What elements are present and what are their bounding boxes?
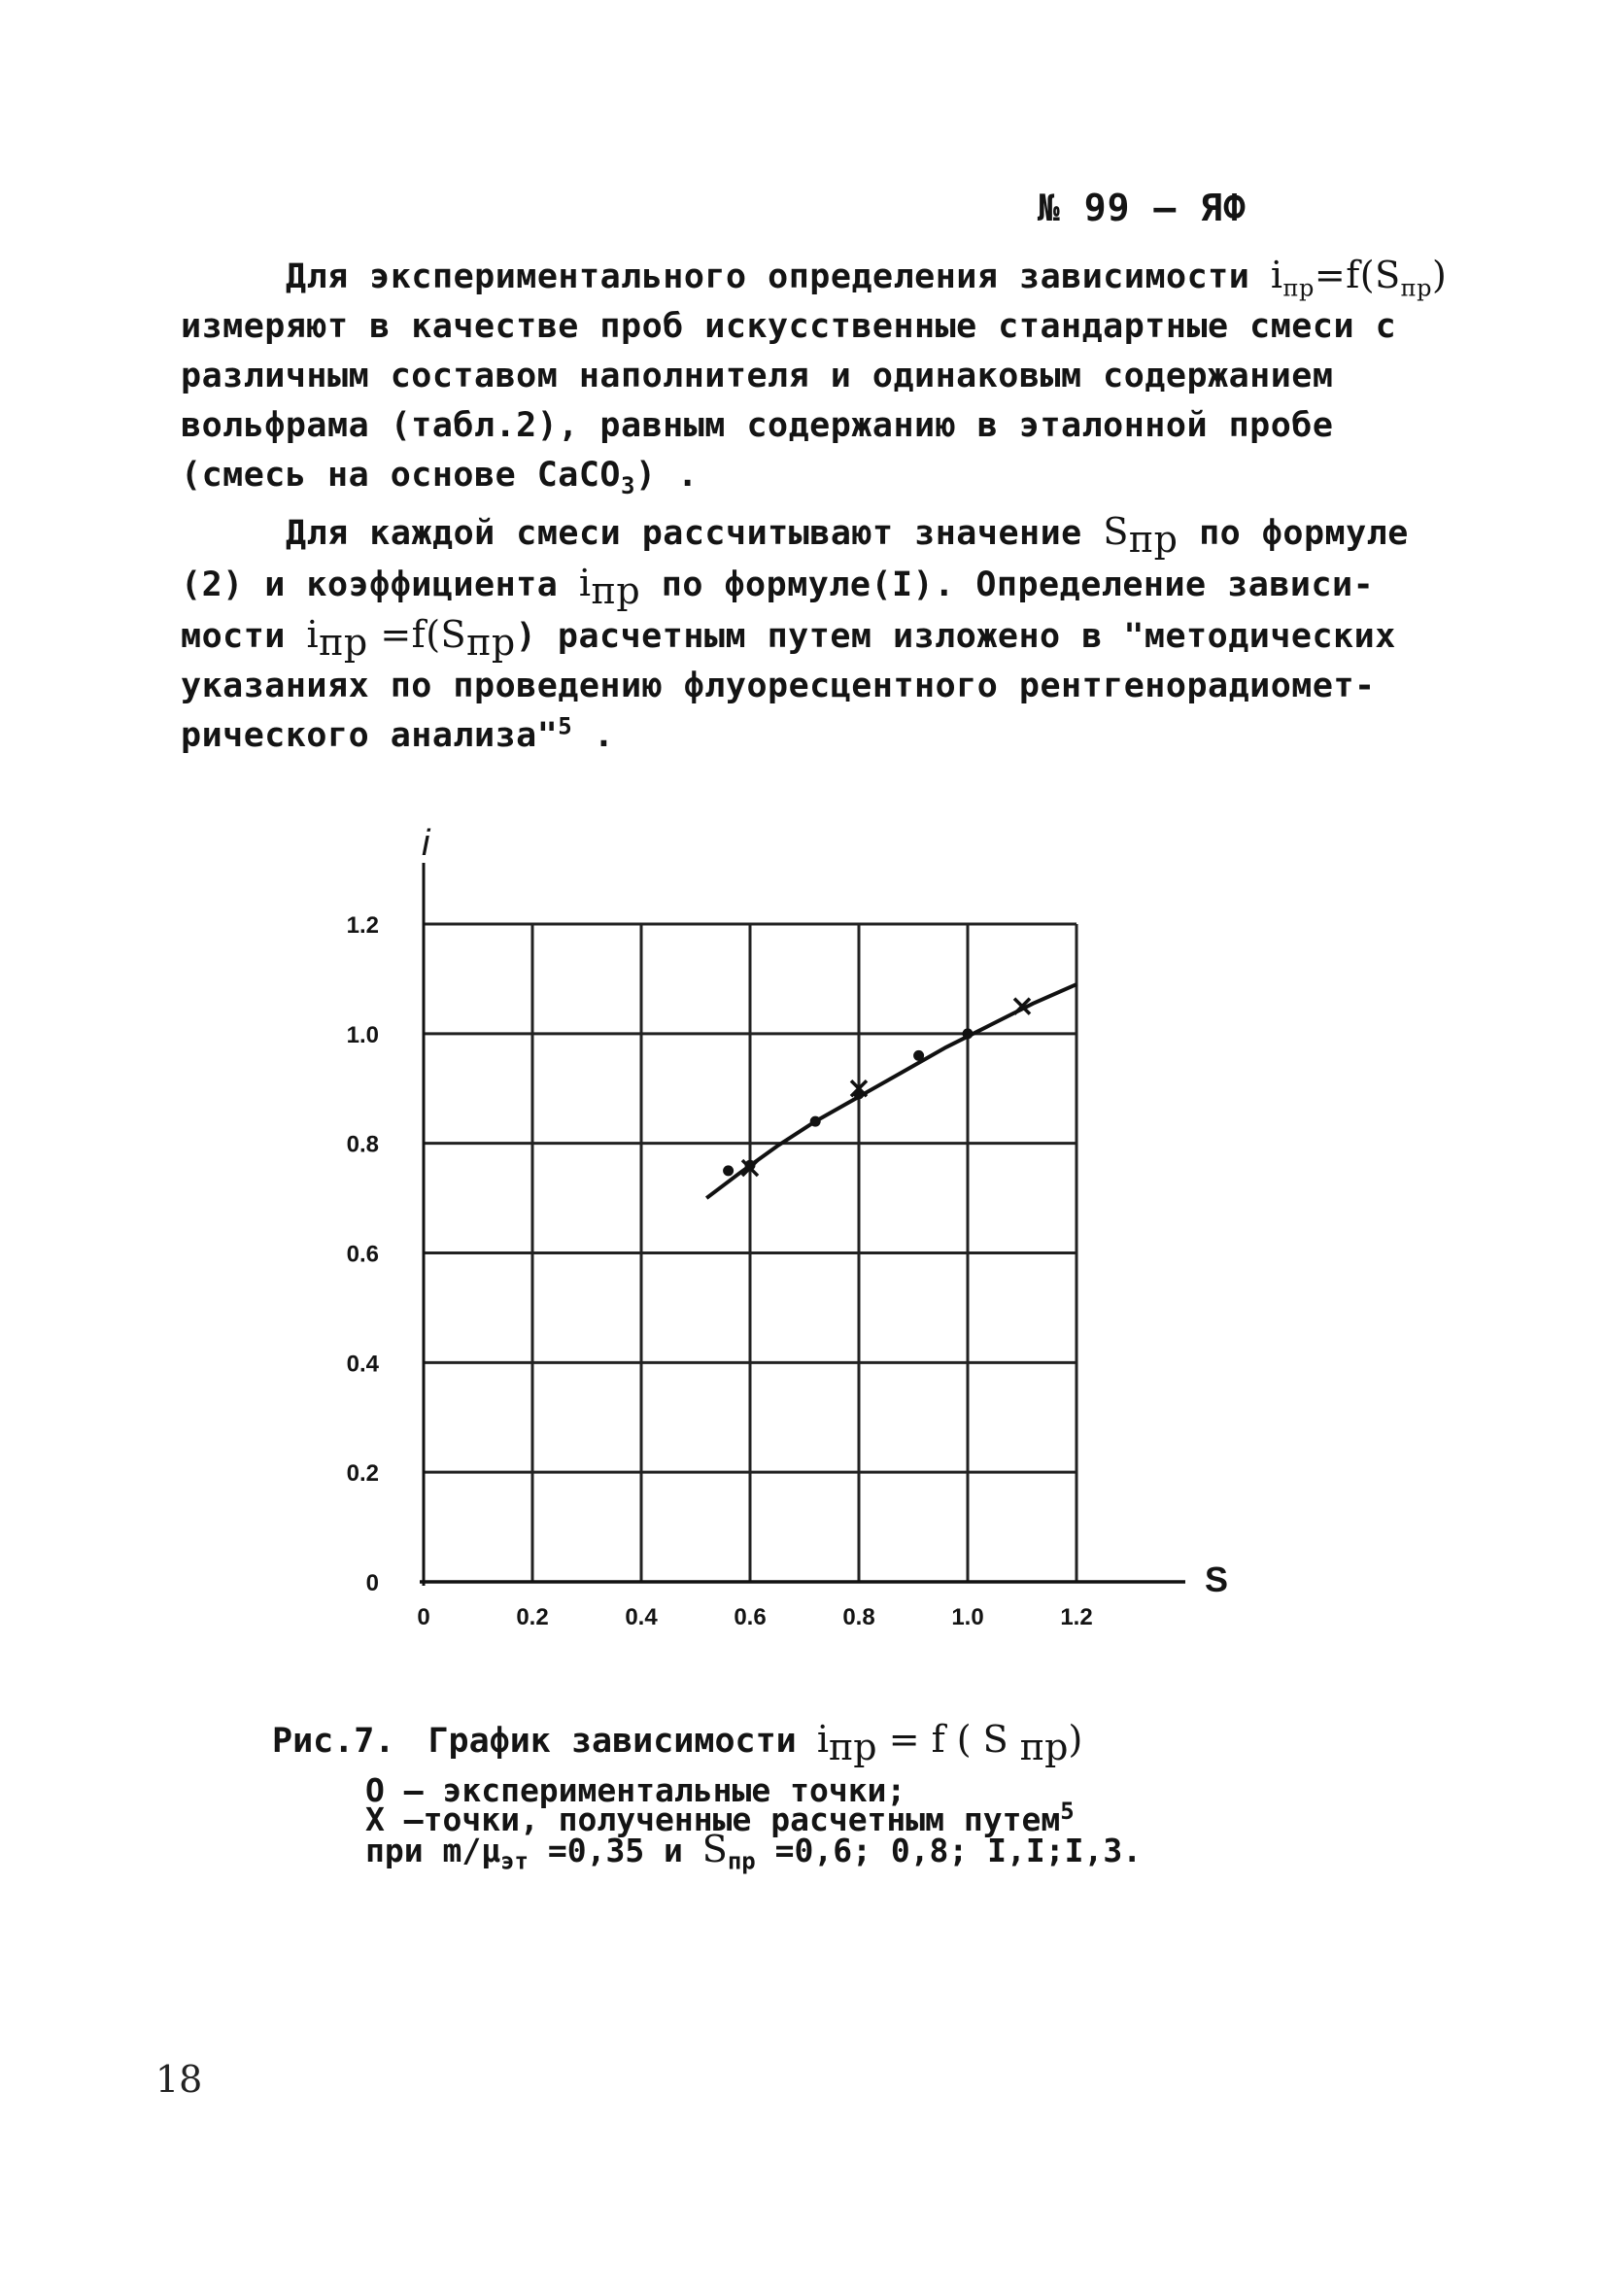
paragraph-1-line-4: вольфрама (табл.2), равным содержанию в эталонной пробе <box>181 406 1334 445</box>
x-tick-label: 0 <box>417 1604 430 1630</box>
x-tick-label: 0.4 <box>625 1604 658 1630</box>
paragraph-1-line-2: измеряют в качестве проб искусственные стандартные смеси с <box>181 307 1397 346</box>
chart-svg <box>321 816 1253 1671</box>
caption-legend-experimental: O – экспериментальные точки; <box>365 1771 906 1809</box>
x-tick-label: 0.8 <box>842 1604 875 1630</box>
experimental-point <box>810 1116 821 1127</box>
page-number: 18 <box>155 2058 203 2101</box>
chart <box>321 816 1253 1675</box>
y-tick-label: 0.6 <box>346 1241 379 1268</box>
y-tick-label: 1.2 <box>346 912 379 939</box>
paragraph-2-line-5: рического анализа"$^5$ . <box>181 712 615 755</box>
series <box>706 984 1076 1198</box>
paragraph-1-line-5: (смесь на основе CaCO$_3$) . <box>181 456 699 499</box>
paragraph-1 <box>181 251 1448 500</box>
document-number: № 99 – ЯФ <box>1038 187 1247 229</box>
paragraph-2-line-3: мости $i_{пр} =f(S_{пр})$ расчетным путем изложено в "методических <box>181 613 1396 664</box>
tick-labels <box>347 912 1093 1630</box>
experimental-point <box>963 1028 974 1039</box>
paragraph-1-line-3: различным составом наполнителя и одинаковым содержанием <box>181 357 1334 395</box>
y-tick-label: 0.4 <box>346 1351 379 1378</box>
figure-caption <box>272 1718 1438 1875</box>
y-axis-label: i <box>422 823 430 864</box>
paragraph-2-line-4: указаниях по проведению флуоресцентного рентгенорадиомет- <box>181 667 1376 705</box>
axes <box>420 863 1185 1586</box>
y-tick-label: 0 <box>365 1570 379 1596</box>
y-tick-label: 0.8 <box>346 1131 379 1158</box>
formula-i-pr: $i_{пр}=f(S_{пр})$ <box>1270 254 1448 302</box>
paragraph-1-line-1: Для экспериментального определения зависимости $i_{пр}=f(S_{пр})$ <box>286 254 1448 302</box>
paragraph-2 <box>181 507 1444 761</box>
caption-legend-params: при $m/\mu_{эт} =0,35$ и $S_{пр} =0,6$; 0,8; I,I;I,3. <box>365 1828 1143 1875</box>
grid <box>424 924 1076 1582</box>
experimental-point <box>723 1165 734 1176</box>
x-tick-label: 1.0 <box>951 1604 984 1630</box>
x-tick-label: 1.2 <box>1060 1604 1093 1630</box>
paragraph-2-line-2: (2) и коэффициента $i_{пр}$ по формуле(I). Определение зависи- <box>181 562 1375 612</box>
paragraph-2-line-1: Для каждой смеси рассчитывают значение $S_{пр}$ по формуле <box>286 510 1409 561</box>
caption-title: Рис.7. График зависимости $i_{пр} = f$ ( S $_{пр}$) <box>272 1718 1083 1768</box>
experimental-point <box>913 1050 924 1061</box>
y-tick-label: 1.0 <box>346 1021 379 1048</box>
x-tick-label: 0.6 <box>734 1604 767 1630</box>
y-tick-label: 0.2 <box>346 1460 379 1488</box>
caption-legend-calculated: X –точки, полученные расчетным путем$^5$ <box>365 1798 1075 1838</box>
fit-curve <box>706 984 1076 1198</box>
x-axis-label: S <box>1205 1559 1229 1599</box>
x-tick-label: 0.2 <box>516 1604 549 1630</box>
